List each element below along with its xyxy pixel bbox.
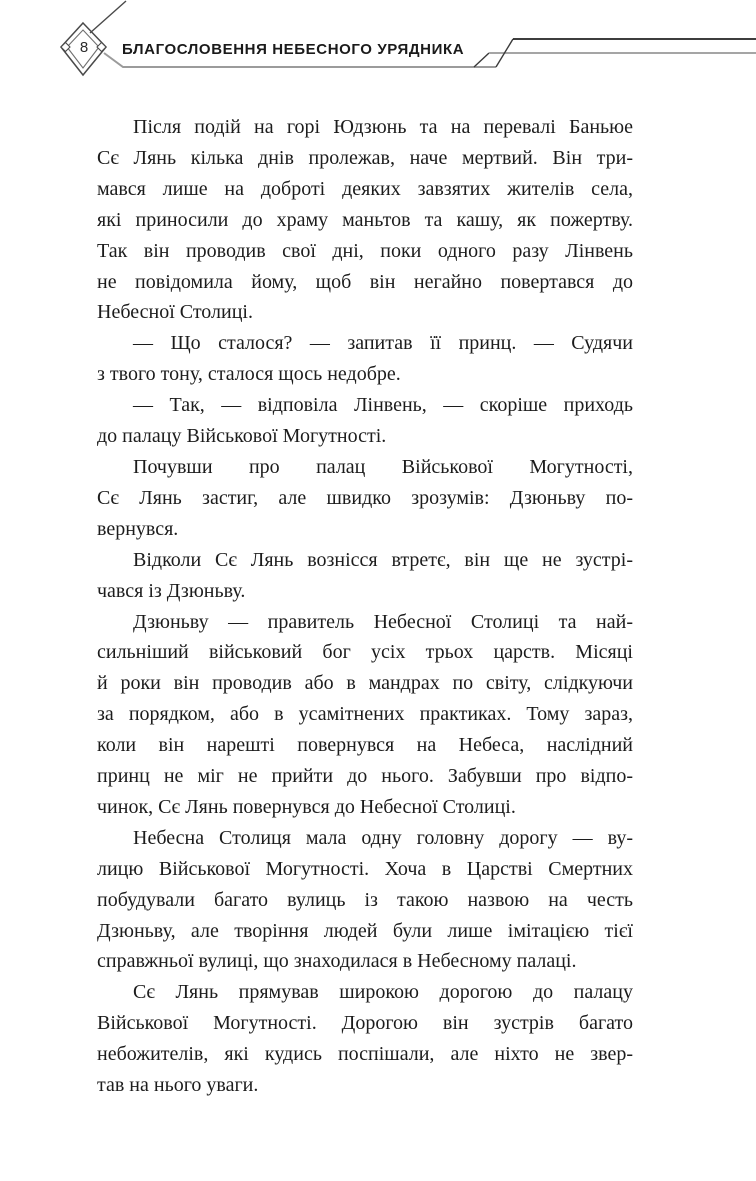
header-rule-diagonal-short bbox=[474, 53, 489, 67]
text-line: чинок, Сє Лянь повернувся до Небесної Столиці. bbox=[97, 795, 516, 818]
text-line: з твого тону, сталося щось недобре. bbox=[97, 363, 401, 386]
paragraph bbox=[97, 823, 633, 978]
text-line: Відколи Сє Лянь вознісся втретє, він ще не зустрі- bbox=[133, 548, 633, 571]
text-line: Сє Лянь прямував широкою дорогою до палацу bbox=[133, 981, 633, 1004]
text-line: чався із Дзюньву. bbox=[97, 579, 246, 602]
text-line: до палацу Військової Могутності. bbox=[97, 425, 387, 448]
text-line: тав на нього уваги. bbox=[97, 1074, 259, 1097]
text-line: Сє Лянь кілька днів пролежав, наче мертвий. Він три- bbox=[97, 146, 633, 169]
text-line: Небесної Столиці. bbox=[97, 301, 253, 324]
text-line: не повідомила йому, щоб він негайно повертався до bbox=[97, 270, 633, 293]
paragraph bbox=[97, 328, 633, 390]
text-line: Дзюньву — правитель Небесної Столиці та най- bbox=[133, 610, 633, 633]
text-line: Після подій на горі Юдзюнь та на перевалі Баньюе bbox=[133, 116, 633, 138]
paragraph bbox=[97, 452, 633, 545]
text-line: Сє Лянь застиг, але швидко зрозумів: Дзюньву по- bbox=[97, 486, 633, 509]
text-line: принц не міг не прийти до нього. Забувши про відпо- bbox=[97, 765, 633, 788]
text-line: лицю Військової Могутності. Хоча в Царстві Смертних bbox=[97, 857, 633, 880]
paragraph bbox=[97, 607, 633, 823]
text-line: — Що сталося? — запитав її принц. — Судячи bbox=[133, 332, 633, 355]
body-text bbox=[97, 112, 633, 1101]
text-line: справжньої вулиці, що знаходилася в Небесному палаці. bbox=[97, 950, 577, 973]
text-line: Так він проводив свої дні, поки одного разу Лінвень bbox=[97, 239, 633, 262]
paragraph bbox=[97, 112, 633, 328]
text-line: які приносили до храму маньтов та кашу, як пожертву. bbox=[97, 208, 633, 231]
text-line: й роки він проводив або в мандрах по світу, слідкуючи bbox=[97, 672, 633, 695]
text-line: сильніший військовий бог усіх трьох царств. Місяці bbox=[97, 641, 633, 664]
paragraph bbox=[97, 977, 633, 1101]
text-line: Дзюньву, але творіння людей були лише імітацією тієї bbox=[97, 919, 633, 942]
text-line: Почувши про палац Військової Могутності, bbox=[133, 455, 633, 478]
text-line: Небесна Столиця мала одну головну дорогу — ву- bbox=[133, 826, 633, 849]
paragraph bbox=[97, 390, 633, 452]
text-line: за порядком, або в усамітнених практиках. Тому зараз, bbox=[97, 703, 633, 726]
text-line: побудували багато вулиць із такою назвою на честь bbox=[97, 888, 633, 911]
text-line: мався лише на доброті деяких завзятих жителів села, bbox=[97, 177, 633, 200]
text-line: небожителів, які кудись поспішали, але ніхто не звер- bbox=[97, 1043, 633, 1066]
paragraph bbox=[97, 545, 633, 607]
page-header bbox=[0, 0, 756, 95]
page-number: 8 bbox=[79, 39, 89, 56]
text-line: коли він нарешті повернувся на Небеса, наслідний bbox=[97, 734, 633, 757]
text-line: — Так, — відповіла Лінвень, — скоріше приходь bbox=[133, 394, 633, 417]
header-title: БЛАГОСЛОВЕННЯ НЕБЕСНОГО УРЯДНИКА bbox=[122, 41, 465, 58]
text-line: Військової Могутності. Дорогою він зустрів багато bbox=[97, 1012, 633, 1035]
ornament-ray-line bbox=[90, 1, 126, 33]
text-line: вернувся. bbox=[97, 517, 179, 540]
